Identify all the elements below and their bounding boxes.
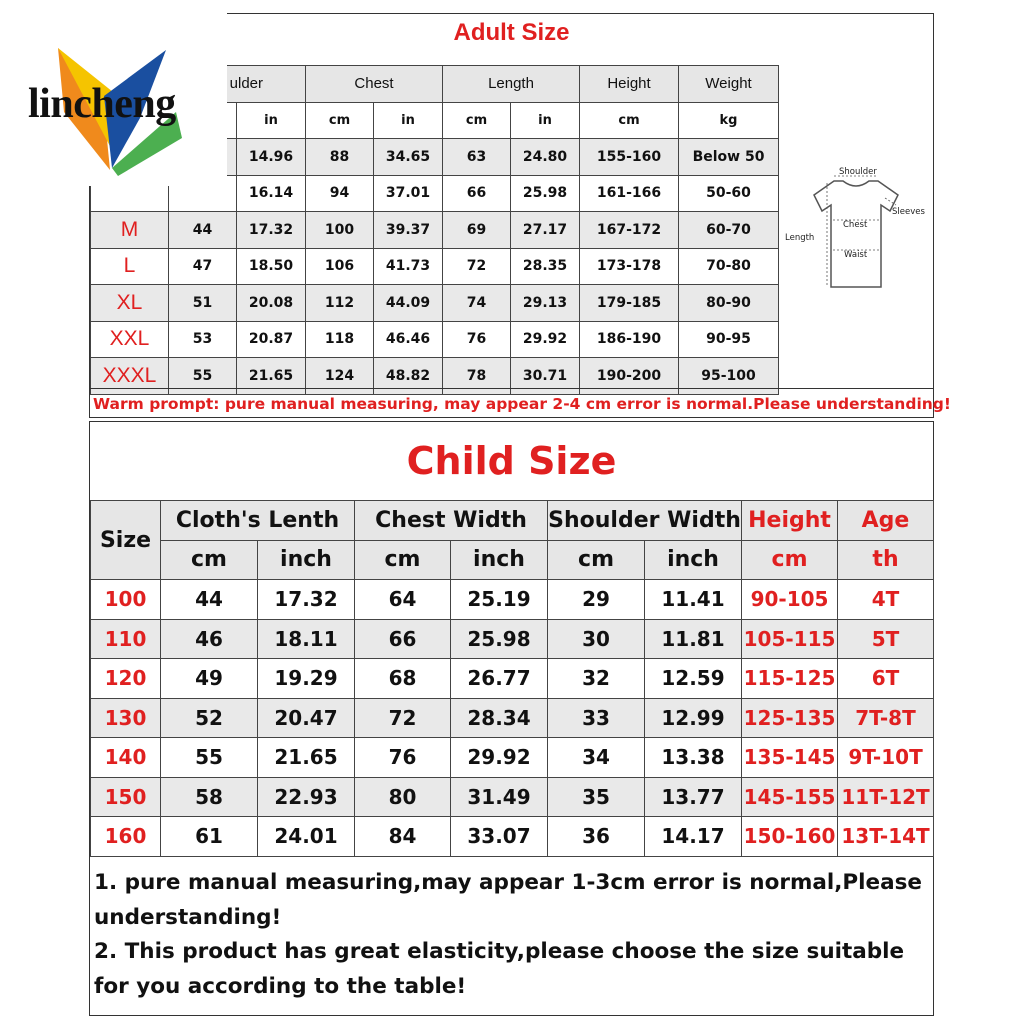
table-cell: 190-200	[580, 358, 679, 395]
child-unit: th	[838, 540, 934, 580]
table-cell: 100	[306, 212, 374, 249]
table-cell: 150-160	[742, 817, 838, 857]
table-cell: 58	[161, 777, 258, 817]
adult-header-height: Height	[580, 66, 679, 103]
table-cell: 16.14	[237, 175, 306, 212]
table-row	[91, 738, 934, 778]
table-cell: 51	[169, 285, 237, 322]
table-cell: 11.41	[645, 580, 742, 620]
table-cell: 30.71	[511, 358, 580, 395]
table-cell: 28.34	[451, 698, 548, 738]
table-cell: 21.65	[237, 358, 306, 395]
table-cell: 112	[306, 285, 374, 322]
size-label: 150	[91, 777, 161, 817]
logo-text: lincheng	[28, 81, 176, 127]
table-cell: 32	[548, 659, 645, 699]
child-note-1: 1. pure manual measuring,may appear 1-3cm error is normal,Please understanding!	[94, 870, 923, 930]
table-cell: 167-172	[580, 212, 679, 249]
child-header-height: Height	[742, 501, 838, 541]
table-cell: 20.87	[237, 321, 306, 358]
table-cell: 124	[306, 358, 374, 395]
table-cell: 95-100	[679, 358, 779, 395]
table-cell: 13T-14T	[838, 817, 934, 857]
child-header-row	[91, 501, 934, 541]
table-cell: 29	[548, 580, 645, 620]
table-cell: 33	[548, 698, 645, 738]
size-label: M	[91, 212, 169, 249]
child-header-shoulder: Shoulder Width	[548, 501, 742, 541]
table-cell: 161-166	[580, 175, 679, 212]
table-cell: 25.98	[451, 619, 548, 659]
table-cell: 44	[169, 212, 237, 249]
adult-unit: cm	[306, 102, 374, 139]
table-cell: 33.07	[451, 817, 548, 857]
diagram-label-waist: Waist	[844, 250, 868, 260]
adult-unit: cm	[443, 102, 511, 139]
table-row	[91, 580, 934, 620]
table-cell: 50-60	[679, 175, 779, 212]
table-row	[91, 619, 934, 659]
size-label: L	[91, 248, 169, 285]
table-cell: 46	[161, 619, 258, 659]
table-cell: 18.50	[237, 248, 306, 285]
table-cell: 28.35	[511, 248, 580, 285]
table-cell: 105-115	[742, 619, 838, 659]
diagram-label-chest: Chest	[843, 220, 868, 230]
table-cell: 125-135	[742, 698, 838, 738]
table-cell: 39.37	[374, 212, 443, 249]
table-cell: 14.17	[645, 817, 742, 857]
table-cell: 44	[161, 580, 258, 620]
table-cell: 24.80	[511, 139, 580, 176]
table-cell: 46.46	[374, 321, 443, 358]
table-cell: 37.01	[374, 175, 443, 212]
table-cell: 12.59	[645, 659, 742, 699]
table-cell: 155-160	[580, 139, 679, 176]
adult-unit: in	[237, 102, 306, 139]
child-unit: inch	[451, 540, 548, 580]
table-cell: 64	[355, 580, 451, 620]
tshirt-diagram-icon	[779, 65, 934, 387]
table-row	[91, 321, 779, 358]
table-cell: 44.09	[374, 285, 443, 322]
adult-unit: in	[374, 102, 443, 139]
child-notes	[90, 858, 933, 1016]
table-cell: 34.65	[374, 139, 443, 176]
table-cell: Below 50	[679, 139, 779, 176]
size-label: XXL	[91, 321, 169, 358]
table-cell: 35	[548, 777, 645, 817]
size-label: 130	[91, 698, 161, 738]
child-unit: cm	[548, 540, 645, 580]
adult-size-title: Adult Size	[453, 19, 570, 46]
table-cell: 76	[443, 321, 511, 358]
table-cell: 106	[306, 248, 374, 285]
table-cell: 69	[443, 212, 511, 249]
table-cell: 7T-8T	[838, 698, 934, 738]
table-cell: 118	[306, 321, 374, 358]
table-cell: 29.92	[511, 321, 580, 358]
table-cell: 145-155	[742, 777, 838, 817]
table-cell: 66	[443, 175, 511, 212]
table-cell: 48.82	[374, 358, 443, 395]
table-cell: 24.01	[258, 817, 355, 857]
size-label: 110	[91, 619, 161, 659]
child-unit-row	[91, 540, 934, 580]
table-cell: 29.13	[511, 285, 580, 322]
table-cell: 49	[161, 659, 258, 699]
lincheng-logo	[0, 0, 227, 186]
diagram-label-shoulder: Shoulder	[839, 167, 877, 177]
adult-header-chest: Chest	[306, 66, 443, 103]
table-cell: 76	[355, 738, 451, 778]
adult-unit: kg	[679, 102, 779, 139]
adult-warm-prompt: Warm prompt: pure manual measuring, may appear 2-4 cm error is normal.Please understanding!	[90, 388, 933, 418]
child-unit: cm	[742, 540, 838, 580]
table-row	[91, 698, 934, 738]
adult-header-shoulder: ulder	[91, 66, 306, 103]
child-size-panel	[89, 421, 934, 1016]
size-label: 160	[91, 817, 161, 857]
table-cell: 11.81	[645, 619, 742, 659]
adult-header-weight: Weight	[679, 66, 779, 103]
table-cell: 25.98	[511, 175, 580, 212]
size-label: 100	[91, 580, 161, 620]
child-size-title: Child Size	[90, 422, 933, 501]
child-unit: inch	[645, 540, 742, 580]
table-cell: 14.96	[237, 139, 306, 176]
table-cell: 21.65	[258, 738, 355, 778]
table-cell: 88	[306, 139, 374, 176]
size-label: 140	[91, 738, 161, 778]
table-cell: 179-185	[580, 285, 679, 322]
table-cell: 173-178	[580, 248, 679, 285]
table-cell: 70-80	[679, 248, 779, 285]
size-label: XXXL	[91, 358, 169, 395]
table-cell: 25.19	[451, 580, 548, 620]
table-cell: 29.92	[451, 738, 548, 778]
child-unit: cm	[355, 540, 451, 580]
table-cell: 6T	[838, 659, 934, 699]
table-row	[91, 817, 934, 857]
child-header-chest: Chest Width	[355, 501, 548, 541]
table-cell: 13.77	[645, 777, 742, 817]
table-cell: 74	[443, 285, 511, 322]
child-size-table	[90, 500, 934, 857]
table-cell: 55	[161, 738, 258, 778]
table-cell: 13.38	[645, 738, 742, 778]
table-cell: 90-95	[679, 321, 779, 358]
table-cell: 135-145	[742, 738, 838, 778]
table-cell: 17.32	[237, 212, 306, 249]
child-note-2: 2. This product has great elasticity,please choose the size suitable for you according to the table!	[94, 939, 905, 999]
table-cell: 53	[169, 321, 237, 358]
table-cell: 80	[355, 777, 451, 817]
table-cell: 4T	[838, 580, 934, 620]
table-cell: 34	[548, 738, 645, 778]
table-row	[91, 212, 779, 249]
table-cell: 47	[169, 248, 237, 285]
table-row	[91, 659, 934, 699]
table-cell: 31.49	[451, 777, 548, 817]
table-cell: 78	[443, 358, 511, 395]
table-cell: 22.93	[258, 777, 355, 817]
table-cell: 11T-12T	[838, 777, 934, 817]
table-cell: 115-125	[742, 659, 838, 699]
size-label: XL	[91, 285, 169, 322]
table-cell: 60-70	[679, 212, 779, 249]
table-cell: 41.73	[374, 248, 443, 285]
table-row	[91, 777, 934, 817]
table-cell: 20.08	[237, 285, 306, 322]
table-row	[91, 285, 779, 322]
table-cell: 20.47	[258, 698, 355, 738]
table-cell: 68	[355, 659, 451, 699]
diagram-label-length: Length	[785, 233, 815, 243]
diagram-label-sleeves: Sleeves	[892, 207, 925, 217]
tshirt-diagram-cell	[778, 65, 934, 387]
table-cell: 26.77	[451, 659, 548, 699]
table-cell: 61	[161, 817, 258, 857]
adult-unit: in	[511, 102, 580, 139]
table-cell: 94	[306, 175, 374, 212]
table-cell: 27.17	[511, 212, 580, 249]
child-header-size: Size	[91, 501, 161, 580]
table-cell: 30	[548, 619, 645, 659]
table-cell: 80-90	[679, 285, 779, 322]
table-cell: 18.11	[258, 619, 355, 659]
child-header-length: Cloth's Lenth	[161, 501, 355, 541]
child-unit: inch	[258, 540, 355, 580]
table-cell: 5T	[838, 619, 934, 659]
adult-unit: cm	[580, 102, 679, 139]
table-cell: 17.32	[258, 580, 355, 620]
table-cell: 186-190	[580, 321, 679, 358]
table-cell: 12.99	[645, 698, 742, 738]
adult-header-length: Length	[443, 66, 580, 103]
table-cell: 63	[443, 139, 511, 176]
table-cell: 72	[443, 248, 511, 285]
table-cell: 72	[355, 698, 451, 738]
table-row	[91, 248, 779, 285]
table-cell: 9T-10T	[838, 738, 934, 778]
table-cell: 55	[169, 358, 237, 395]
size-label: 120	[91, 659, 161, 699]
table-cell: 66	[355, 619, 451, 659]
table-cell: 84	[355, 817, 451, 857]
table-cell: 52	[161, 698, 258, 738]
table-cell: 19.29	[258, 659, 355, 699]
child-header-age: Age	[838, 501, 934, 541]
table-cell: 36	[548, 817, 645, 857]
child-unit: cm	[161, 540, 258, 580]
table-cell: 90-105	[742, 580, 838, 620]
